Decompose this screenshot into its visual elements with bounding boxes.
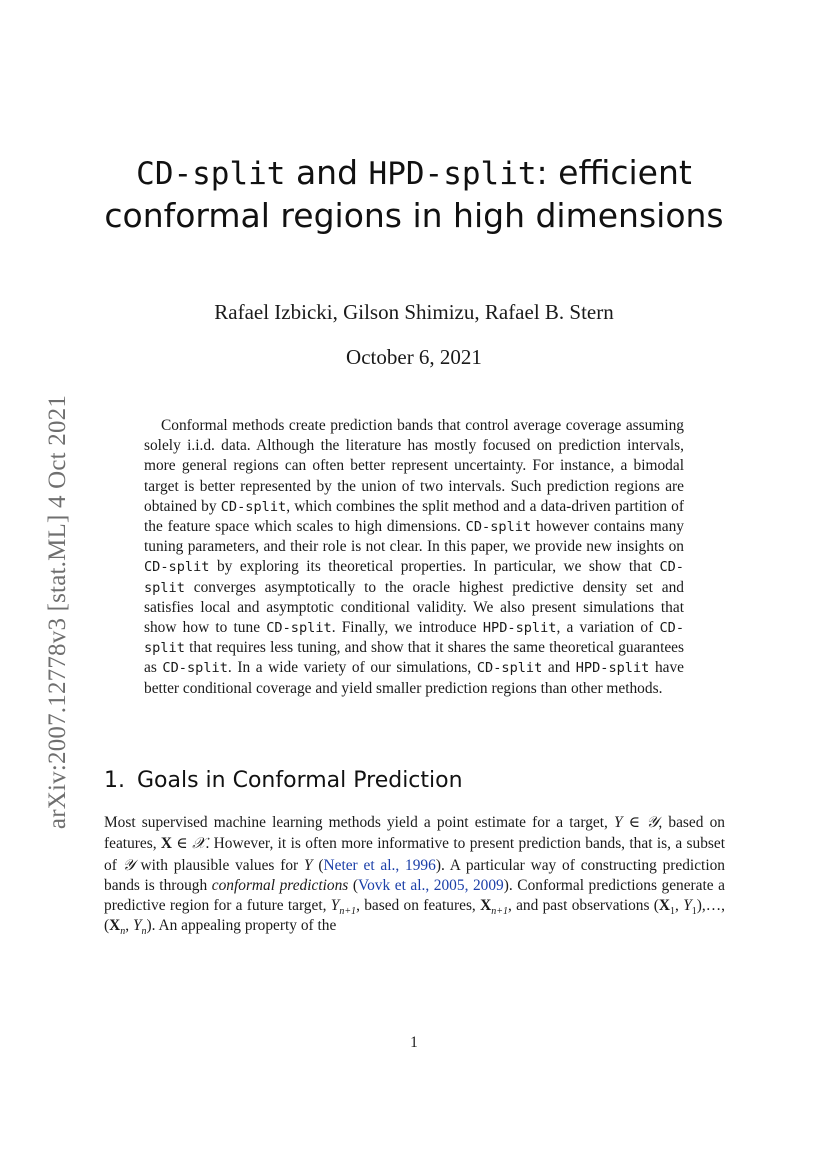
publication-date: October 6, 2021 <box>346 345 482 369</box>
abstract-text: converges asymptotically to the oracle highest predictive density set and satisfies local and asymptotic conditional validity. We also present simulations that show how to tune <box>144 578 684 637</box>
math-symbol: Y <box>614 814 623 831</box>
body-text: ( <box>348 876 358 894</box>
abstract-text: . In a wide variety of our simulations, <box>227 659 477 677</box>
math-symbol: X <box>658 897 671 915</box>
body-text: , based on features, <box>356 897 481 915</box>
abstract-text: have better conditional coverage and yield smaller prediction regions than other methods. <box>144 659 685 697</box>
math-symbol: Y <box>303 856 313 874</box>
abstract-code: CD-split <box>266 620 332 637</box>
title-connector: and <box>285 153 369 192</box>
body-text: ( <box>312 856 324 874</box>
title-block <box>104 152 724 237</box>
title-method-hpd-split: HPD-split <box>368 156 537 192</box>
abstract-text: , which combines the split method and a data-driven partition of the feature space which scales to high dimensions. <box>144 497 685 536</box>
body-text: , <box>125 917 133 935</box>
body-text: . However, it is often more informative to present prediction bands, that is, a subset of <box>104 835 725 874</box>
math-subscript: 1 <box>670 906 676 918</box>
math-symbol: 𝒳 <box>192 834 206 853</box>
emphasis-text: conformal predictions <box>211 876 349 894</box>
math-subscript: n <box>120 926 126 938</box>
body-text: ). A particular way of constructing prediction bands is through <box>104 856 725 894</box>
section-heading <box>104 766 463 796</box>
body-text: ). Conformal predictions generate a predictive region for a future target, <box>104 876 726 915</box>
title-method-cd-split: CD-split <box>136 156 286 192</box>
math-subscript: n+1 <box>491 906 508 918</box>
abstract-text: that requires less tuning, and show that it shares the same theoretical guarantees as <box>144 639 684 677</box>
body-text: , based on features, <box>104 814 725 853</box>
math-operator: ∈ <box>622 814 647 831</box>
paper-title <box>104 152 724 237</box>
body-text: with plausible values for <box>134 856 304 874</box>
body-paragraph <box>104 812 725 937</box>
body-text: ). An appealing property of the <box>146 917 337 935</box>
math-subscript: n <box>141 926 147 938</box>
abstract-text: and <box>542 659 576 677</box>
math-subscript: n+1 <box>339 906 357 918</box>
abstract-code: HPD-split <box>482 620 557 637</box>
abstract-code: CD-split <box>465 519 532 536</box>
math-symbol: X <box>160 835 173 853</box>
math-symbol: Y <box>683 897 692 915</box>
abstract-code: CD-split <box>144 559 210 576</box>
math-operator: ∈ <box>172 835 193 853</box>
math-symbol: 𝒴 <box>646 813 659 831</box>
abstract-code: CD-split <box>144 620 685 657</box>
abstract-code: CD-split <box>144 559 684 596</box>
abstract-code: HPD-split <box>575 660 650 677</box>
section-title: Goals in Conformal Prediction <box>137 768 463 793</box>
abstract-code: CD-split <box>162 660 228 677</box>
body-text: Most supervised machine learning methods yield a point estimate for a target, <box>104 814 615 831</box>
math-symbol: X <box>109 917 121 935</box>
page-number: 1 <box>410 1034 418 1051</box>
math-symbol: 𝒴 <box>122 855 135 874</box>
abstract-text: by exploring its theoretical properties. In particular, we show that <box>209 558 660 576</box>
body-text: , <box>675 897 684 915</box>
title-rest: : efficient conformal regions in high dimensions <box>104 153 724 235</box>
author-list: Rafael Izbicki, Gilson Shimizu, Rafael B. Stern <box>214 300 614 324</box>
body-text: ),…,( <box>104 897 725 935</box>
math-symbol: Y <box>330 897 340 915</box>
abstract-text: however contains many tuning parameters, and their role is not clear. In this paper, we provide new insights on <box>144 518 684 556</box>
math-subscript: 1 <box>691 906 697 918</box>
citation-link[interactable]: Vovk et al., 2005, 2009 <box>357 876 504 894</box>
arxiv-identifier-stamp: arXiv:2007.12778v3 [stat.ML] 4 Oct 2021 <box>44 394 71 830</box>
abstract-text: , a variation of <box>556 619 660 637</box>
abstract <box>144 416 684 699</box>
abstract-code: CD-split <box>476 660 543 677</box>
math-symbol: X <box>480 897 492 915</box>
body-text: , and past observations ( <box>507 897 659 915</box>
abstract-text: Conformal methods create prediction bands that control average coverage assuming solely i.i.d. data. Although the literature has mostly focused on prediction intervals, more general regions can often better represent uncertainty. For instance, a bimodal target is better represented by the union of two intervals. Such prediction regions are obtained by <box>144 417 684 515</box>
abstract-code: CD-split <box>220 498 287 515</box>
abstract-text: . Finally, we introduce <box>331 619 483 637</box>
citation-link[interactable]: Neter et al., 1996 <box>323 856 436 874</box>
section-number: 1. <box>104 768 125 793</box>
math-symbol: Y <box>132 917 142 935</box>
